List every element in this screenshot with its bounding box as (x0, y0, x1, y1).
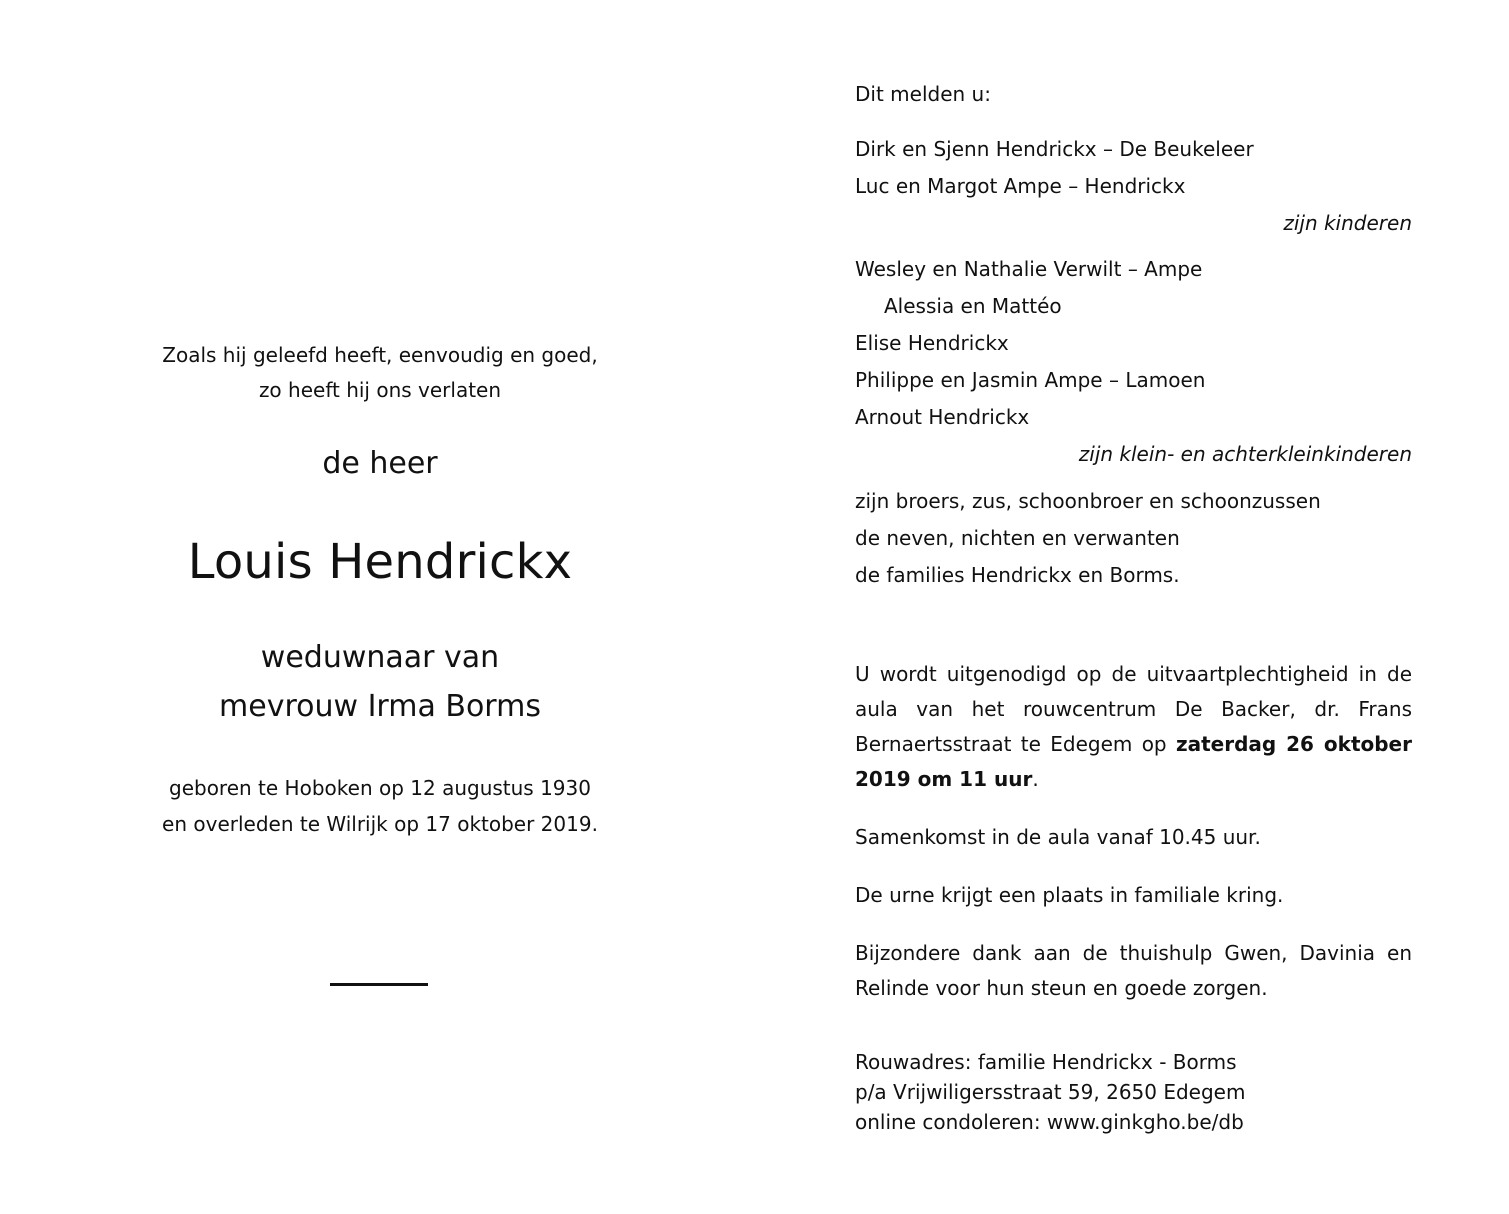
grandchild-entry: Philippe en Jasmin Ampe – Lamoen (855, 368, 1206, 392)
thanks-note: Bijzondere dank aan de thuishulp Gwen, Davinia en Relinde voor hun steun en goede zorgen. (855, 941, 1412, 1000)
grandchildren-role: zijn klein- en achterkleinkinderen (1078, 442, 1412, 466)
widower-of (80, 633, 680, 731)
relative-entry: de neven, nichten en verwanten (855, 526, 1180, 550)
memorial-quote (80, 338, 680, 408)
mourning-address (855, 1047, 1245, 1137)
grandchild-entry: Wesley en Nathalie Verwilt – Ampe (855, 257, 1203, 281)
gathering-info: Samenkomst in de aula vanaf 10.45 uur. (855, 825, 1261, 849)
quote-line-2: zo heeft hij ons verlaten (258, 378, 502, 402)
address-line-2: p/a Vrijwiligersstraat 59, 2650 Edegem (855, 1080, 1246, 1104)
child-entry: Dirk en Sjenn Hendrickx – De Beukeleer (855, 137, 1254, 161)
relative-entry: de families Hendrickx en Borms. (855, 563, 1180, 587)
relative-entry: zijn broers, zus, schoonbroer en schoonzussen (855, 489, 1321, 513)
announcement-intro (855, 76, 1412, 113)
great-grandchild-entry: Alessia en Mattéo (884, 294, 1062, 318)
condolence-link: online condoleren: www.ginkgho.be/db (855, 1110, 1244, 1134)
life-dates (80, 770, 680, 842)
urn-info: De urne krijgt een plaats in familiale kring. (855, 883, 1284, 907)
death-line: en overleden te Wilrijk op 17 oktober 2019. (162, 812, 598, 836)
children-block (855, 131, 1412, 242)
ceremony-datetime: zaterdag 26 oktober 2019 om 11 uur (855, 732, 1412, 791)
deceased-name: Louis Hendrickx (187, 534, 573, 590)
child-entry: Luc en Margot Ampe – Hendrickx (855, 174, 1186, 198)
widower-line-1: weduwnaar van (260, 640, 500, 675)
divider-line (330, 983, 428, 986)
ceremony-text: U wordt uitgenodigd op de uitvaartplechtigheid in de aula van het rouwcentrum De Backer, dr. Frans Bernaertsstraat te Edegem op (855, 662, 1412, 756)
children-role: zijn kinderen (1283, 211, 1412, 235)
ceremony-invitation (855, 657, 1412, 797)
birth-line: geboren te Hoboken op 12 augustus 1930 (169, 776, 591, 800)
grandchild-entry: Arnout Hendrickx (855, 405, 1030, 429)
relatives-block (855, 483, 1412, 594)
honorific: de heer (322, 446, 438, 481)
address-line-1: Rouwadres: familie Hendrickx - Borms (855, 1050, 1237, 1074)
widower-line-2: mevrouw Irma Borms (219, 689, 541, 724)
grandchildren-block (855, 251, 1412, 473)
quote-line-1: Zoals hij geleefd heeft, eenvoudig en goed, (162, 343, 598, 367)
ceremony-end: . (1032, 767, 1039, 791)
grandchild-entry: Elise Hendrickx (855, 331, 1009, 355)
announce-line: Dit melden u: (855, 82, 991, 106)
